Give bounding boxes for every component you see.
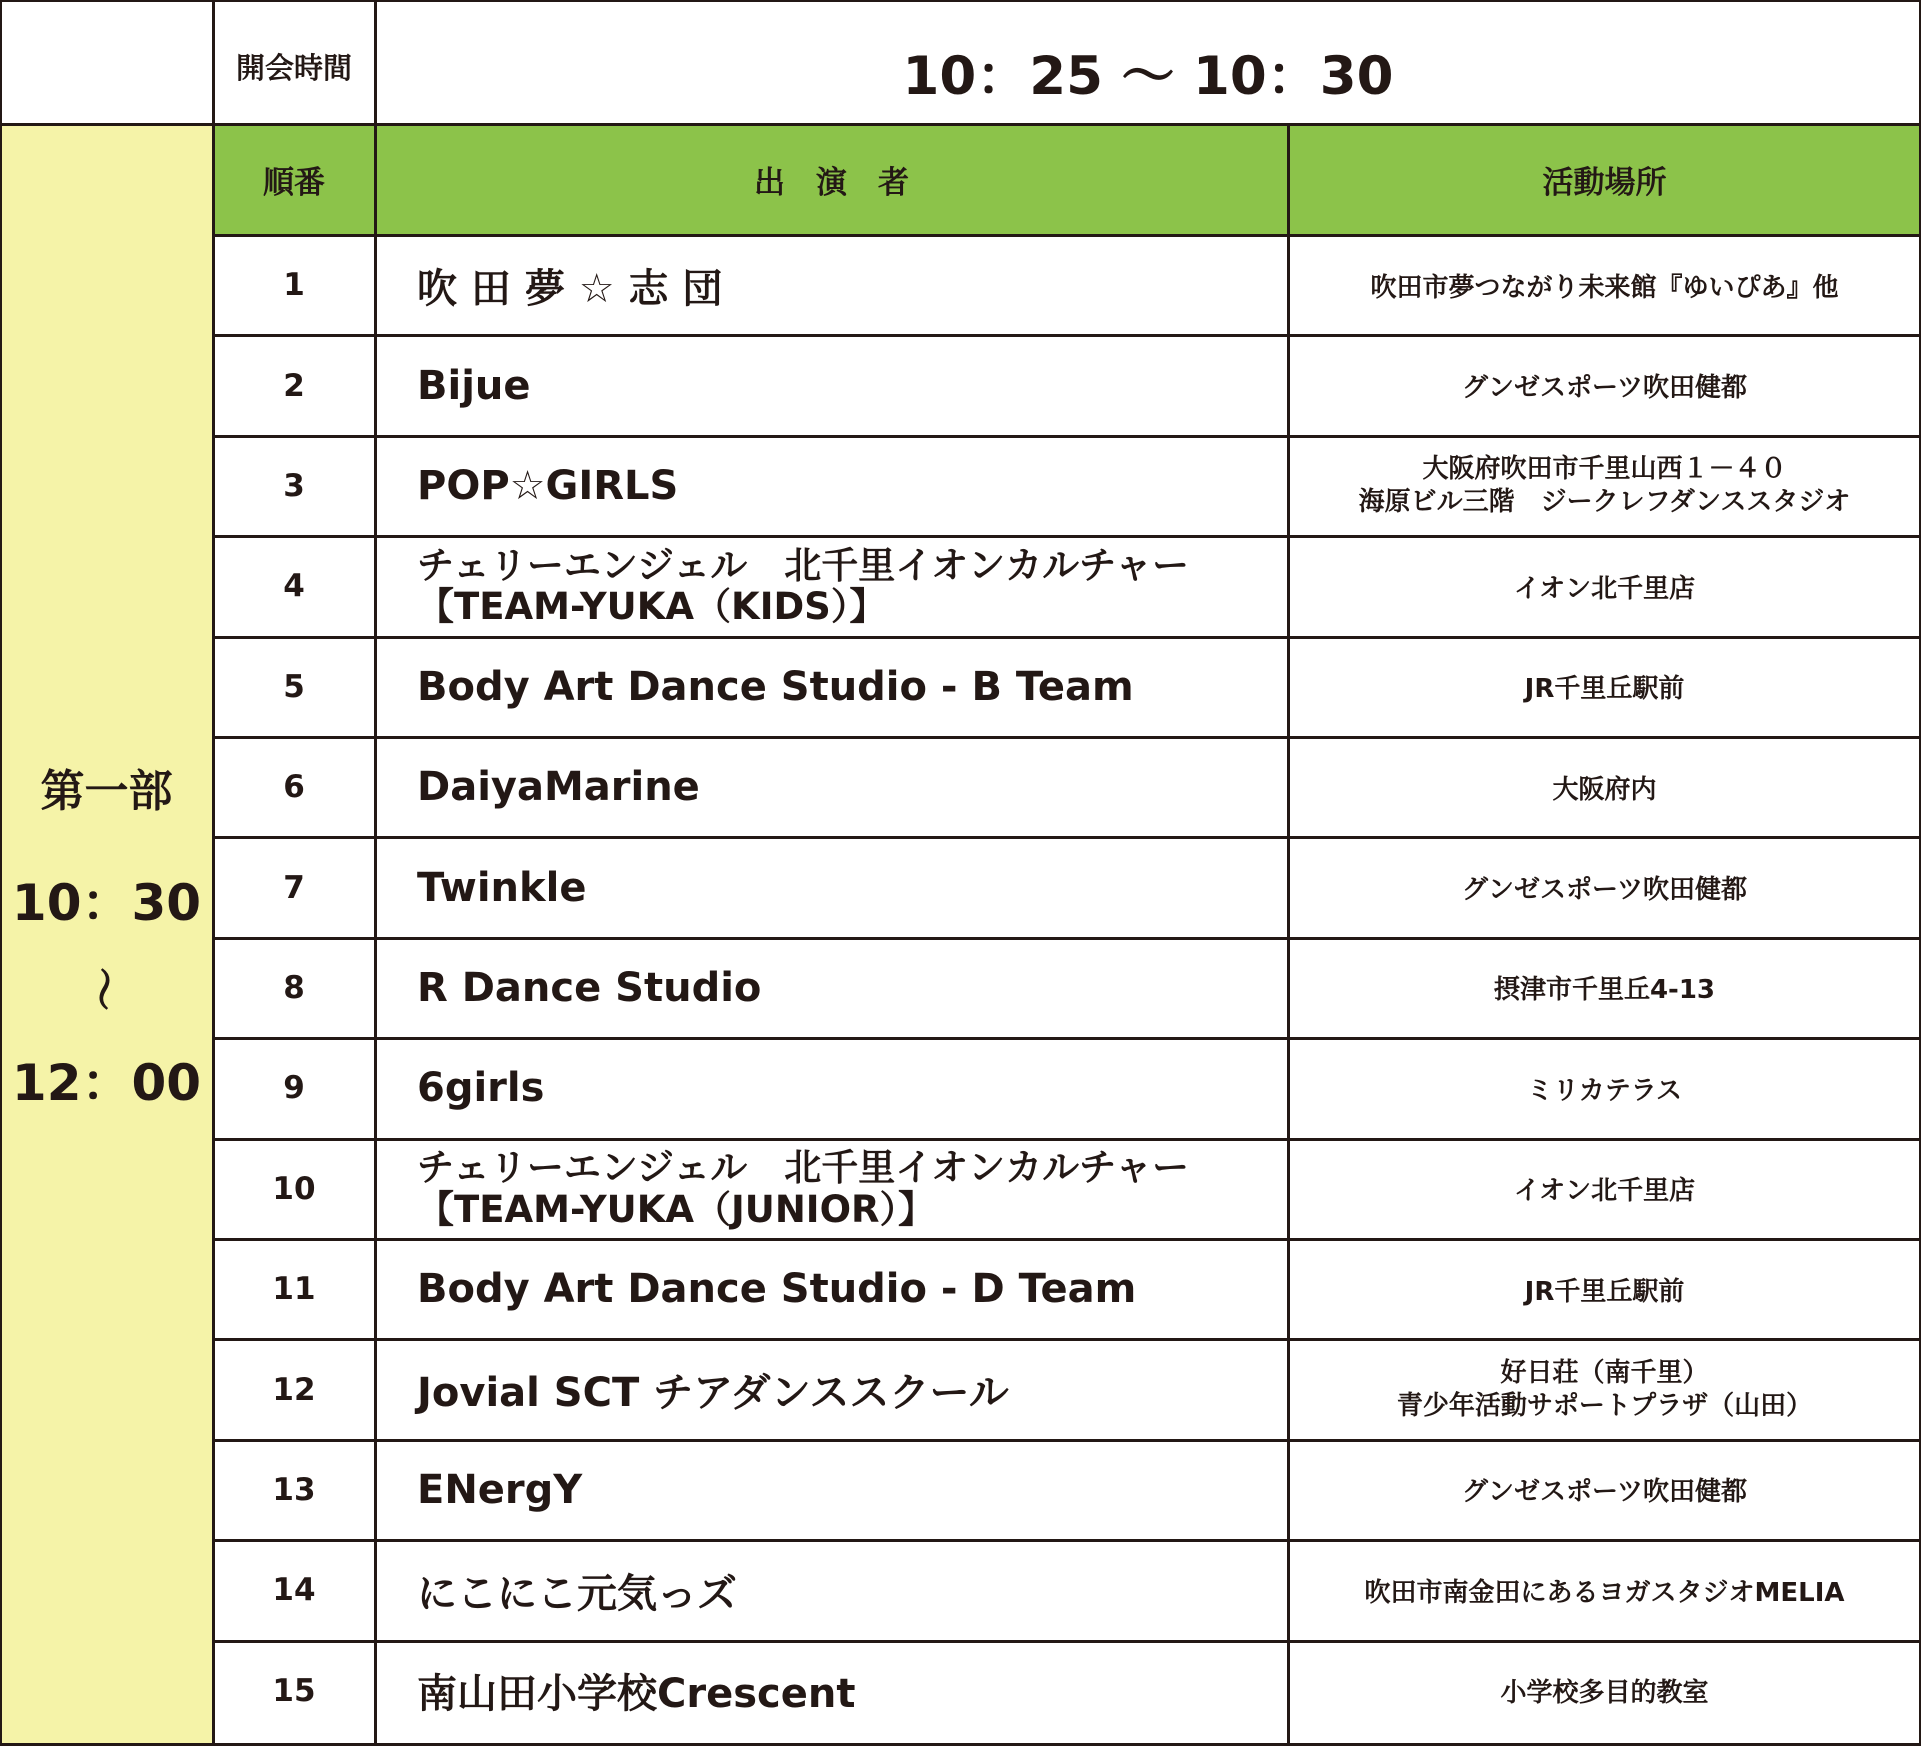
divider-order xyxy=(374,0,377,1746)
location-line: 大阪府内 xyxy=(1552,774,1657,805)
performer-name xyxy=(375,1641,1288,1741)
row-divider xyxy=(213,736,1921,739)
location-line: イオン北千里店 xyxy=(1513,1176,1696,1207)
row-number: 10 xyxy=(272,1170,316,1207)
location-line: 大阪府吹田市千里山西１－４０ xyxy=(1422,454,1787,485)
performer-line: Body Art Dance Studio - D Team xyxy=(417,1266,1137,1313)
row-divider xyxy=(213,1439,1921,1442)
row-number: 4 xyxy=(283,568,305,605)
location-line: 摂津市千里丘4-13 xyxy=(1493,975,1716,1006)
row-number: 1 xyxy=(283,267,305,304)
performer-line: チェリーエンジェル 北千里イオンカルチャー xyxy=(417,1146,1190,1190)
row-divider xyxy=(213,636,1921,639)
performer-line: Bijue xyxy=(417,362,531,409)
performer-name xyxy=(375,1239,1288,1339)
performer-line: にこにこ元気っズ xyxy=(417,1570,737,1617)
row-divider xyxy=(213,334,1921,337)
performer-line: DaiyaMarine xyxy=(417,764,700,811)
activity-location xyxy=(1288,1540,1921,1640)
location-line: 吹田市夢つながり未来館『ゆいぴあ』他 xyxy=(1370,272,1839,303)
performer-name xyxy=(375,536,1288,636)
divider-session xyxy=(212,0,215,1746)
row-number: 6 xyxy=(283,769,305,806)
row-divider xyxy=(213,1037,1921,1040)
activity-location xyxy=(1288,536,1921,636)
performer-name xyxy=(375,1139,1288,1239)
session-end: 12：00 xyxy=(11,1054,202,1112)
performer-line: 吹 田 夢 ☆ 志 団 xyxy=(417,265,723,312)
performer-name xyxy=(375,335,1288,435)
performer-name xyxy=(375,938,1288,1038)
row-number: 9 xyxy=(283,1070,305,1107)
column-header-order: 順番 xyxy=(213,124,375,235)
row-number: 15 xyxy=(272,1672,316,1709)
top-border xyxy=(0,0,1921,2)
row-number: 3 xyxy=(283,467,305,504)
session-name: 第一部 xyxy=(40,766,173,817)
location-line: 海原ビル三階 ジークレフダンススタジオ xyxy=(1358,486,1851,517)
session-tilde: ～ xyxy=(76,967,128,1011)
activity-location xyxy=(1288,637,1921,737)
row-number: 5 xyxy=(283,668,305,705)
location-line: グンゼスポーツ吹田健都 xyxy=(1462,875,1747,906)
activity-location xyxy=(1288,938,1921,1038)
performer-line: 【TEAM-YUKA（JUNIOR）】 xyxy=(417,1187,936,1231)
row-number: 8 xyxy=(283,969,305,1006)
activity-location xyxy=(1288,335,1921,435)
row-divider xyxy=(213,1338,1921,1341)
row-divider xyxy=(213,1539,1921,1542)
location-line: JR千里丘駅前 xyxy=(1524,1276,1685,1307)
performer-line: R Dance Studio xyxy=(417,964,762,1011)
performer-line: 【TEAM-YUKA（KIDS）】 xyxy=(417,585,887,629)
row-divider xyxy=(213,234,1921,237)
row-number: 14 xyxy=(272,1572,316,1609)
location-line: グンゼスポーツ吹田健都 xyxy=(1462,373,1747,404)
row-number: 7 xyxy=(283,869,305,906)
location-line: 好日荘（南千里） xyxy=(1500,1358,1709,1389)
activity-location xyxy=(1288,436,1921,536)
location-line: グンゼスポーツ吹田健都 xyxy=(1462,1477,1747,1508)
location-line: 吹田市南金田にあるヨガスタジオMELIA xyxy=(1364,1577,1845,1608)
activity-location xyxy=(1288,1440,1921,1540)
column-header-performer: 出 演 者 xyxy=(375,124,1288,235)
activity-location xyxy=(1288,737,1921,837)
performer-name xyxy=(375,235,1288,335)
performer-name xyxy=(375,1339,1288,1439)
row-number: 12 xyxy=(272,1371,316,1408)
performer-line: 6girls xyxy=(417,1065,545,1112)
activity-location xyxy=(1288,1641,1921,1741)
row-number: 2 xyxy=(283,367,305,404)
session-start: 10：30 xyxy=(11,874,202,932)
performer-name xyxy=(375,1440,1288,1540)
location-line: JR千里丘駅前 xyxy=(1524,674,1685,705)
location-line: 青少年活動サポートプラザ（山田） xyxy=(1396,1390,1813,1421)
location-line: 小学校多目的教室 xyxy=(1500,1678,1709,1709)
performer-name xyxy=(375,837,1288,937)
performer-name xyxy=(375,1038,1288,1138)
activity-location xyxy=(1288,837,1921,937)
performer-line: POP☆GIRLS xyxy=(417,462,679,509)
performer-line: チェリーエンジェル 北千里イオンカルチャー xyxy=(417,543,1190,587)
performer-name xyxy=(375,1540,1288,1640)
row-divider xyxy=(213,1640,1921,1643)
row-divider xyxy=(213,1138,1921,1141)
row-divider xyxy=(213,435,1921,438)
activity-location xyxy=(1288,1139,1921,1239)
activity-location xyxy=(1288,1038,1921,1138)
performer-line: Twinkle xyxy=(417,864,587,911)
performer-line: 南山田小学校Crescent xyxy=(417,1671,856,1718)
open-time-value: 10：25 ～ 10：30 xyxy=(902,46,1394,107)
divider-performer xyxy=(1287,124,1290,1746)
location-line: ミリカテラス xyxy=(1527,1075,1682,1106)
column-header-location: 活動場所 xyxy=(1288,124,1921,235)
performer-name xyxy=(375,637,1288,737)
activity-location xyxy=(1288,1239,1921,1339)
row-number: 11 xyxy=(272,1271,316,1308)
performer-name xyxy=(375,737,1288,837)
header-divider xyxy=(0,123,1921,126)
row-divider xyxy=(213,937,1921,940)
performer-line: ENergY xyxy=(417,1466,583,1513)
location-line: イオン北千里店 xyxy=(1513,573,1696,604)
activity-location xyxy=(1288,235,1921,335)
performer-name xyxy=(375,436,1288,536)
session-cell xyxy=(0,124,213,1746)
performer-line: Jovial SCT チアダンススクール xyxy=(417,1370,1009,1417)
row-number: 13 xyxy=(272,1471,316,1508)
activity-location xyxy=(1288,1339,1921,1439)
performer-line: Body Art Dance Studio - B Team xyxy=(417,663,1134,710)
row-divider xyxy=(213,1238,1921,1241)
left-border xyxy=(0,0,2,1746)
open-time-label: 開会時間 xyxy=(235,51,352,85)
row-divider xyxy=(213,836,1921,839)
row-divider xyxy=(213,535,1921,538)
